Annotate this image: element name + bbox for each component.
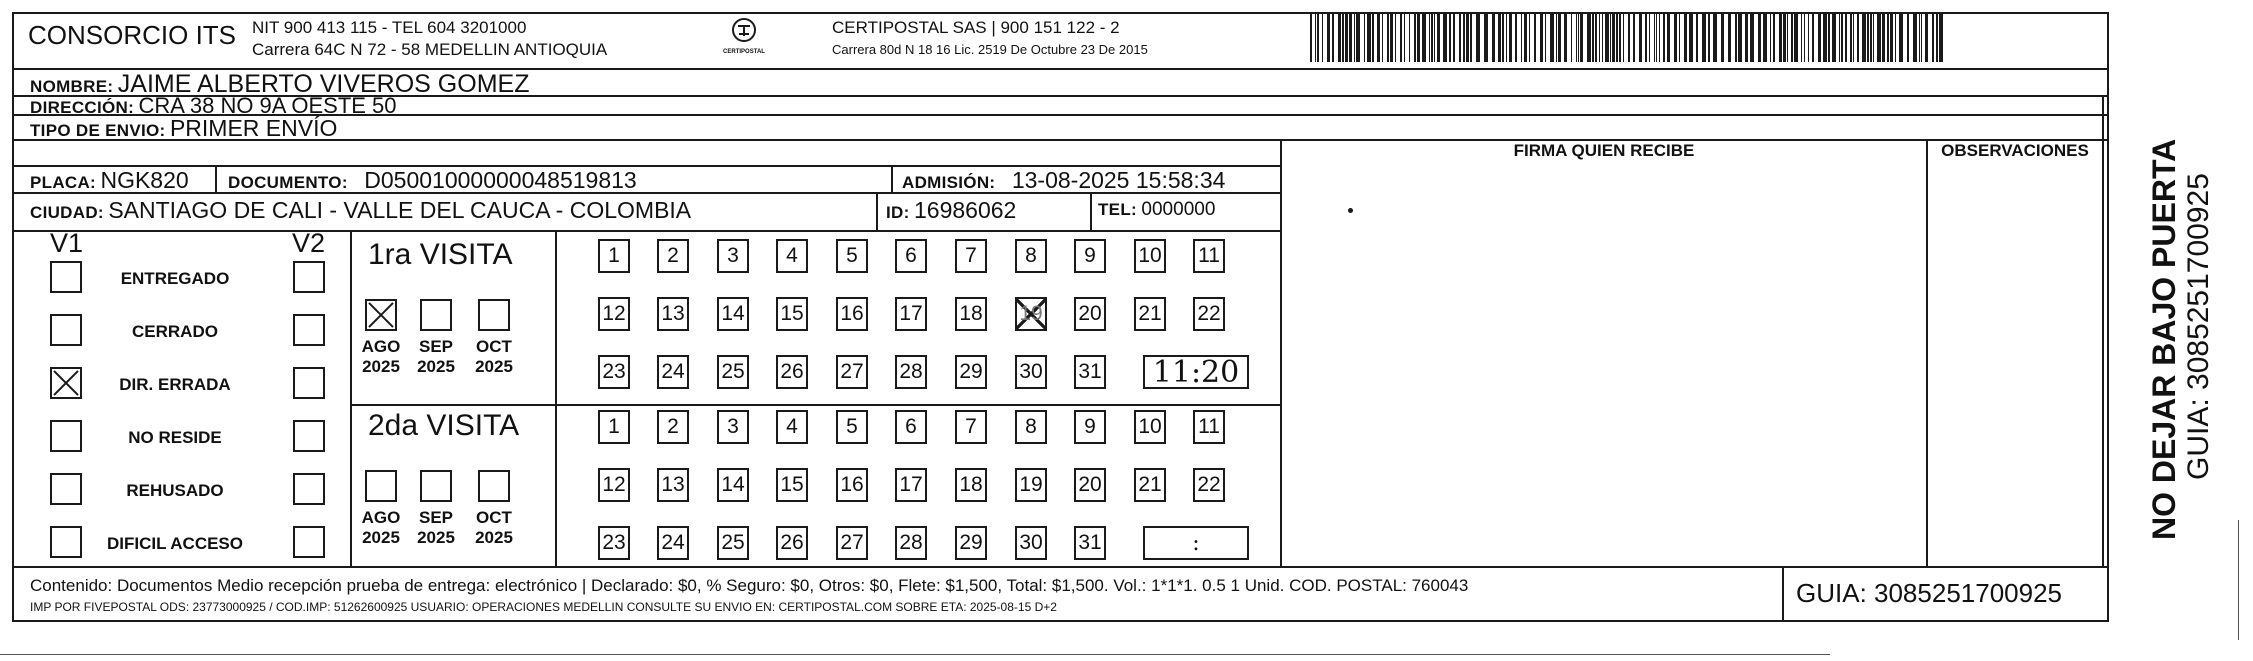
barcode-bar <box>1728 12 1731 62</box>
certipostal-logo <box>718 16 770 60</box>
day-cell[interactable]: 3 <box>717 239 749 273</box>
day-cell[interactable]: 15 <box>776 468 808 502</box>
barcode-bar <box>1509 12 1512 62</box>
id-row <box>886 197 1016 224</box>
month-checkbox[interactable] <box>420 470 452 502</box>
firma-header: FIRMA QUIEN RECIBE <box>1513 141 1695 160</box>
month-checkbox[interactable] <box>365 299 397 331</box>
v2-checkbox[interactable] <box>293 367 325 399</box>
barcode-bar <box>1812 12 1814 62</box>
day-cell[interactable]: 28 <box>895 526 927 560</box>
barcode-bar <box>1354 12 1355 62</box>
barcode-bar <box>1721 12 1724 62</box>
barcode-bar <box>1453 12 1455 62</box>
footer-line2: IMP POR FIVEPOSTAL ODS: 23773000925 / COD.IMP: 51262600925 USUARIO: OPERACIONES MEDELLIN CONSULTE SU ENVIO EN: CERTIPOSTAL.COM SOBRE ETA: 2025-08-15 D+2 <box>30 600 1057 614</box>
year-label: 2025 <box>475 528 513 547</box>
visit2-title: 2da VISITA <box>368 409 520 442</box>
day-cell[interactable]: 14 <box>717 468 749 502</box>
barcode-bar <box>1808 12 1809 62</box>
ciudad-value: SANTIAGO DE CALI - VALLE DEL CAUCA - COLOMBIA <box>108 197 692 223</box>
time-field[interactable]: 11:20 <box>1143 355 1249 389</box>
day-cell[interactable]: 20 <box>1074 297 1106 331</box>
barcode <box>1310 12 1950 62</box>
barcode-bar <box>1545 12 1546 62</box>
barcode-bar <box>1310 12 1312 62</box>
day-cell[interactable]: 31 <box>1074 355 1106 389</box>
barcode-bar <box>1364 12 1365 62</box>
barcode-bar <box>1773 12 1775 62</box>
barcode-bar <box>1382 12 1383 62</box>
barcode-bar <box>1317 12 1319 62</box>
day-cell[interactable]: 19 <box>1015 468 1047 502</box>
day-cell[interactable]: 9 <box>1074 410 1106 444</box>
barcode-bar <box>1367 12 1371 62</box>
barcode-bar <box>1684 12 1687 62</box>
barcode-bar <box>1556 12 1557 62</box>
barcode-bar <box>1414 12 1416 62</box>
day-cell[interactable]: 6 <box>895 410 927 444</box>
barcode-bar <box>1801 12 1802 62</box>
tel-value: 0000000 <box>1141 199 1216 220</box>
barcode-bar <box>1839 12 1840 62</box>
barcode-bar <box>1763 12 1767 62</box>
barcode-bar <box>1713 12 1717 62</box>
v1-checkbox[interactable] <box>50 261 82 293</box>
barcode-bar <box>1502 12 1504 62</box>
barcode-bar <box>1395 12 1396 62</box>
logo-icon <box>729 16 759 46</box>
observaciones-header: OBSERVACIONES <box>1941 141 2089 160</box>
barcode-bar <box>1674 12 1677 62</box>
barcode-bar <box>1857 12 1859 62</box>
v1-checkbox[interactable] <box>50 420 82 452</box>
barcode-bar <box>1602 12 1603 62</box>
month-label: SEP <box>418 337 454 356</box>
status-option-label: DIFICIL ACCESO <box>106 534 243 553</box>
day-cell[interactable]: 10 <box>1134 410 1166 444</box>
day-cell[interactable]: 26 <box>776 526 808 560</box>
day-cell[interactable]: 23 <box>598 355 630 389</box>
barcode-bar <box>1466 12 1469 62</box>
barcode-bar <box>1449 12 1451 62</box>
barcode-bar <box>1592 12 1594 62</box>
day-cell[interactable]: 8 <box>1015 239 1047 273</box>
barcode-bar <box>1612 12 1615 62</box>
barcode-bar <box>1689 12 1693 62</box>
barcode-bar <box>1377 12 1380 62</box>
admision-label: ADMISIÓN: <box>902 173 996 192</box>
day-cell[interactable]: 5 <box>836 239 868 273</box>
logo-text: CERTIPOSTAL <box>723 49 765 55</box>
barcode-bar <box>1679 12 1680 62</box>
side-warning: NO DEJAR BAJO PUERTA <box>2146 138 2182 540</box>
company-line2: Carrera 64C N 72 - 58 MEDELLIN ANTIOQUIA <box>252 40 608 59</box>
day-cell[interactable]: 18 <box>955 468 987 502</box>
barcode-bar <box>1342 12 1344 62</box>
barcode-bar <box>1659 12 1660 62</box>
month-checkbox[interactable] <box>478 470 510 502</box>
barcode-bar <box>1702 12 1706 62</box>
admision-value: 13-08-2025 15:58:34 <box>1011 167 1226 193</box>
year-label: 2025 <box>417 528 455 547</box>
barcode-bar <box>1663 12 1665 62</box>
barcode-bar <box>1322 12 1323 62</box>
barcode-bar <box>1832 12 1836 62</box>
v2-label: V2 <box>292 228 326 258</box>
year-label: 2025 <box>362 357 400 376</box>
barcode-bar <box>1595 12 1597 62</box>
day-cell[interactable]: 25 <box>717 355 749 389</box>
barcode-bar <box>1349 12 1352 62</box>
barcode-bar <box>1524 12 1527 62</box>
barcode-bar <box>1580 12 1583 62</box>
day-cell[interactable]: 6 <box>895 239 927 273</box>
day-cell[interactable]: 7 <box>955 410 987 444</box>
day-cell[interactable]: 28 <box>895 355 927 389</box>
company-line1: NIT 900 413 115 - TEL 604 3201000 <box>252 18 527 37</box>
day-cell[interactable]: 16 <box>836 297 868 331</box>
barcode-bar <box>1794 12 1798 62</box>
barcode-bar <box>1882 12 1885 62</box>
day-cell[interactable]: 20 <box>1074 468 1106 502</box>
day-cell[interactable]: 19 <box>1015 297 1047 331</box>
day-cell[interactable]: 14 <box>717 297 749 331</box>
status-option-label: NO RESIDE <box>128 428 222 447</box>
barcode-bar <box>1356 12 1360 62</box>
barcode-bar <box>1649 12 1650 62</box>
barcode-bar <box>1338 12 1341 62</box>
barcode-bar <box>1400 12 1402 62</box>
barcode-bar <box>1564 12 1567 62</box>
barcode-bar <box>1529 12 1530 62</box>
barcode-bar <box>1890 12 1893 62</box>
barcode-bar <box>1656 12 1657 62</box>
day-cell[interactable]: 17 <box>895 297 927 331</box>
v2-checkbox[interactable] <box>293 420 325 452</box>
barcode-bar <box>1758 12 1761 62</box>
barcode-bar <box>1610 12 1611 62</box>
tel-label: TEL: <box>1098 200 1137 219</box>
barcode-bar <box>1841 12 1843 62</box>
day-cell[interactable]: 4 <box>776 239 808 273</box>
barcode-bar <box>1605 12 1609 62</box>
documento-label: DOCUMENTO: <box>228 173 348 192</box>
tel-row <box>1098 199 1215 221</box>
tipo-row <box>30 115 337 142</box>
barcode-bar <box>1540 12 1543 62</box>
id-label: ID: <box>886 203 910 222</box>
day-cell[interactable]: 31 <box>1074 526 1106 560</box>
barcode-bar <box>1571 12 1572 62</box>
barcode-bar <box>1913 12 1917 62</box>
nombre-label: NOMBRE: <box>30 77 114 96</box>
nombre-value: JAIME ALBERTO VIVEROS GOMEZ <box>117 70 530 98</box>
documento-value: D05001000000048519813 <box>364 167 637 193</box>
day-cell[interactable]: 21 <box>1134 297 1166 331</box>
barcode-bar <box>1745 12 1748 62</box>
month-checkbox[interactable] <box>365 470 397 502</box>
barcode-bar <box>1387 12 1389 62</box>
day-cell[interactable]: 16 <box>836 468 868 502</box>
barcode-bar <box>1429 12 1430 62</box>
barcode-bar <box>1492 12 1495 62</box>
barcode-bar <box>1463 12 1465 62</box>
barcode-bar <box>1327 12 1330 62</box>
barcode-bar <box>1853 12 1854 62</box>
v2-checkbox[interactable] <box>293 261 325 293</box>
day-cell[interactable]: 22 <box>1193 297 1225 331</box>
barcode-bar <box>1696 12 1698 62</box>
barcode-bar <box>1599 12 1600 62</box>
barcode-bar <box>1870 12 1872 62</box>
day-cell[interactable]: 22 <box>1193 468 1225 502</box>
day-cell[interactable]: 25 <box>717 526 749 560</box>
day-cell[interactable]: 27 <box>836 526 868 560</box>
barcode-bar <box>1372 12 1374 62</box>
status-option-label: REHUSADO <box>126 481 224 500</box>
barcode-bar <box>1521 12 1522 62</box>
company-name: CONSORCIO ITS <box>28 20 237 50</box>
barcode-bar <box>1791 12 1793 62</box>
day-cell[interactable]: 18 <box>955 297 987 331</box>
barcode-bar <box>1639 12 1642 62</box>
direccion-label: DIRECCIÓN: <box>30 98 135 117</box>
v1-checkbox[interactable] <box>50 367 82 399</box>
barcode-bar <box>1558 12 1561 62</box>
barcode-bar <box>1390 12 1393 62</box>
barcode-bar <box>1708 12 1710 62</box>
barcode-bar <box>1484 12 1488 62</box>
barcode-bar <box>1867 12 1869 62</box>
barcode-bar <box>1850 12 1852 62</box>
day-cell[interactable]: 2 <box>657 239 689 273</box>
day-cell[interactable]: 24 <box>657 355 689 389</box>
barcode-bar <box>1645 12 1647 62</box>
day-cell[interactable]: 4 <box>776 410 808 444</box>
barcode-bar <box>1417 12 1420 62</box>
day-cell[interactable]: 13 <box>657 297 689 331</box>
barcode-bar <box>1470 12 1472 62</box>
month-checkbox[interactable] <box>478 299 510 331</box>
v2-checkbox[interactable] <box>293 473 325 505</box>
day-cell[interactable]: 1 <box>598 239 630 273</box>
status-option-label: CERRADO <box>132 322 218 341</box>
barcode-bar <box>1932 12 1934 62</box>
ciudad-label: CIUDAD: <box>30 203 104 222</box>
month-label: AGO <box>361 508 401 527</box>
barcode-bar <box>1443 12 1447 62</box>
month-checkbox[interactable] <box>420 299 452 331</box>
barcode-bar <box>1515 12 1517 62</box>
firma-dot <box>1348 208 1353 213</box>
barcode-bar <box>1476 12 1480 62</box>
month-label: AGO <box>361 337 401 356</box>
barcode-bar <box>1332 12 1334 62</box>
v1-checkbox[interactable] <box>50 526 82 558</box>
day-cell[interactable]: 11 <box>1193 239 1225 273</box>
barcode-bar <box>1919 12 1920 62</box>
barcode-bar <box>1616 12 1618 62</box>
day-cell[interactable]: 8 <box>1015 410 1047 444</box>
barcode-bar <box>1804 12 1805 62</box>
barcode-bar <box>1587 12 1591 62</box>
v1-checkbox[interactable] <box>50 473 82 505</box>
day-cell[interactable]: 23 <box>598 526 630 560</box>
month-label: OCT <box>476 337 512 356</box>
v2-checkbox[interactable] <box>293 314 325 346</box>
placa-row <box>30 167 189 194</box>
barcode-bar <box>1770 12 1771 62</box>
barcode-bar <box>1877 12 1881 62</box>
barcode-bar <box>1735 12 1737 62</box>
barcode-bar <box>1578 12 1579 62</box>
placa-value: NGK820 <box>100 167 189 193</box>
v1-checkbox[interactable] <box>50 314 82 346</box>
footer-line1: Contenido: Documentos Medio recepción prueba de entrega: electrónico | Declarado: $0, % Seguro: $0, Otros: $0, Flete: $1,500, Total: $1,500. Vol.: 1*1*1. 0.5 1 Unid. COD. POSTAL: 760043 <box>30 576 1469 595</box>
day-cell[interactable]: 10 <box>1134 239 1166 273</box>
day-cell[interactable]: 7 <box>955 239 987 273</box>
barcode-bar <box>1818 12 1821 62</box>
v1-label: V1 <box>50 228 84 258</box>
day-cell[interactable]: 2 <box>657 410 689 444</box>
barcode-bar <box>1459 12 1461 62</box>
day-cell[interactable]: 9 <box>1074 239 1106 273</box>
admision-row <box>902 167 1225 194</box>
barcode-bar <box>1921 12 1922 62</box>
placa-label: PLACA: <box>30 173 97 192</box>
side-guia: GUIA: 3085251700925 <box>2182 173 2215 480</box>
day-cell[interactable]: 15 <box>776 297 808 331</box>
barcode-bar <box>1738 12 1742 62</box>
day-cell[interactable]: 12 <box>598 468 630 502</box>
barcode-bar <box>1750 12 1754 62</box>
barcode-bar <box>1936 12 1938 62</box>
barcode-bar <box>1862 12 1866 62</box>
barcode-bar <box>1345 12 1348 62</box>
barcode-bar <box>1619 12 1621 62</box>
year-label: 2025 <box>362 528 400 547</box>
day-cell[interactable]: 30 <box>1015 355 1047 389</box>
visit1-title: 1ra VISITA <box>368 238 513 271</box>
barcode-bar <box>1783 12 1786 62</box>
barcode-bar <box>1895 12 1896 62</box>
day-cell[interactable]: 29 <box>955 526 987 560</box>
barcode-bar <box>1623 12 1624 62</box>
barcode-bar <box>1845 12 1847 62</box>
barcode-bar <box>1779 12 1782 62</box>
year-label: 2025 <box>417 357 455 376</box>
day-cell[interactable]: 29 <box>955 355 987 389</box>
barcode-bar <box>1667 12 1670 62</box>
barcode-bar <box>1925 12 1928 62</box>
barcode-bar <box>1576 12 1577 62</box>
carrier-line1: CERTIPOSTAL SAS | 900 151 122 - 2 <box>832 18 1120 37</box>
barcode-bar <box>1823 12 1827 62</box>
day-cell[interactable]: 5 <box>836 410 868 444</box>
barcode-bar <box>1628 12 1630 62</box>
documento-row <box>228 167 637 194</box>
day-cell[interactable]: 21 <box>1134 468 1166 502</box>
day-cell[interactable]: 1 <box>598 410 630 444</box>
status-option-label: DIR. ERRADA <box>119 375 231 394</box>
barcode-bar <box>1434 12 1435 62</box>
id-value: 16986062 <box>914 197 1017 223</box>
day-cell[interactable]: 26 <box>776 355 808 389</box>
status-option-label: ENTREGADO <box>120 269 230 288</box>
footer-guia: GUIA: 3085251700925 <box>1796 578 2062 608</box>
tipo-label: TIPO DE ENVIO: <box>30 121 166 140</box>
time-field[interactable]: : <box>1143 526 1249 560</box>
barcode-bar <box>1409 12 1410 62</box>
carrier-line2: Carrera 80d N 18 16 Lic. 2519 De Octubre 23 De 2015 <box>832 42 1148 57</box>
year-label: 2025 <box>475 357 513 376</box>
barcode-bar <box>1633 12 1635 62</box>
barcode-bar <box>1534 12 1536 62</box>
barcode-bar <box>1422 12 1426 62</box>
day-cell[interactable]: 3 <box>717 410 749 444</box>
barcode-bar <box>1887 12 1889 62</box>
ciudad-row <box>30 197 691 224</box>
day-cell[interactable]: 24 <box>657 526 689 560</box>
direccion-value: CRA 38 NO 9A OESTE 50 <box>138 93 397 118</box>
barcode-bar <box>1907 12 1909 62</box>
barcode-bar <box>1498 12 1501 62</box>
barcode-bar <box>1404 12 1405 62</box>
barcode-bar <box>1654 12 1655 62</box>
barcode-bar <box>1431 12 1433 62</box>
barcode-bar <box>1437 12 1440 62</box>
day-cell[interactable]: 12 <box>598 297 630 331</box>
month-label: SEP <box>418 508 454 527</box>
barcode-bar <box>1873 12 1874 62</box>
barcode-bar <box>1550 12 1554 62</box>
day-cell[interactable]: 13 <box>657 468 689 502</box>
v2-checkbox[interactable] <box>293 526 325 558</box>
barcode-bar <box>1899 12 1903 62</box>
month-label: OCT <box>476 508 512 527</box>
barcode-bar <box>1939 12 1943 62</box>
day-cell[interactable]: 17 <box>895 468 927 502</box>
barcode-bar <box>1828 12 1830 62</box>
tipo-value: PRIMER ENVÍO <box>169 115 338 141</box>
barcode-bar <box>1315 12 1316 62</box>
barcode-bar <box>1506 12 1507 62</box>
day-cell[interactable]: 11 <box>1193 410 1225 444</box>
barcode-bar <box>1787 12 1788 62</box>
day-cell[interactable]: 30 <box>1015 526 1047 560</box>
day-cell[interactable]: 27 <box>836 355 868 389</box>
